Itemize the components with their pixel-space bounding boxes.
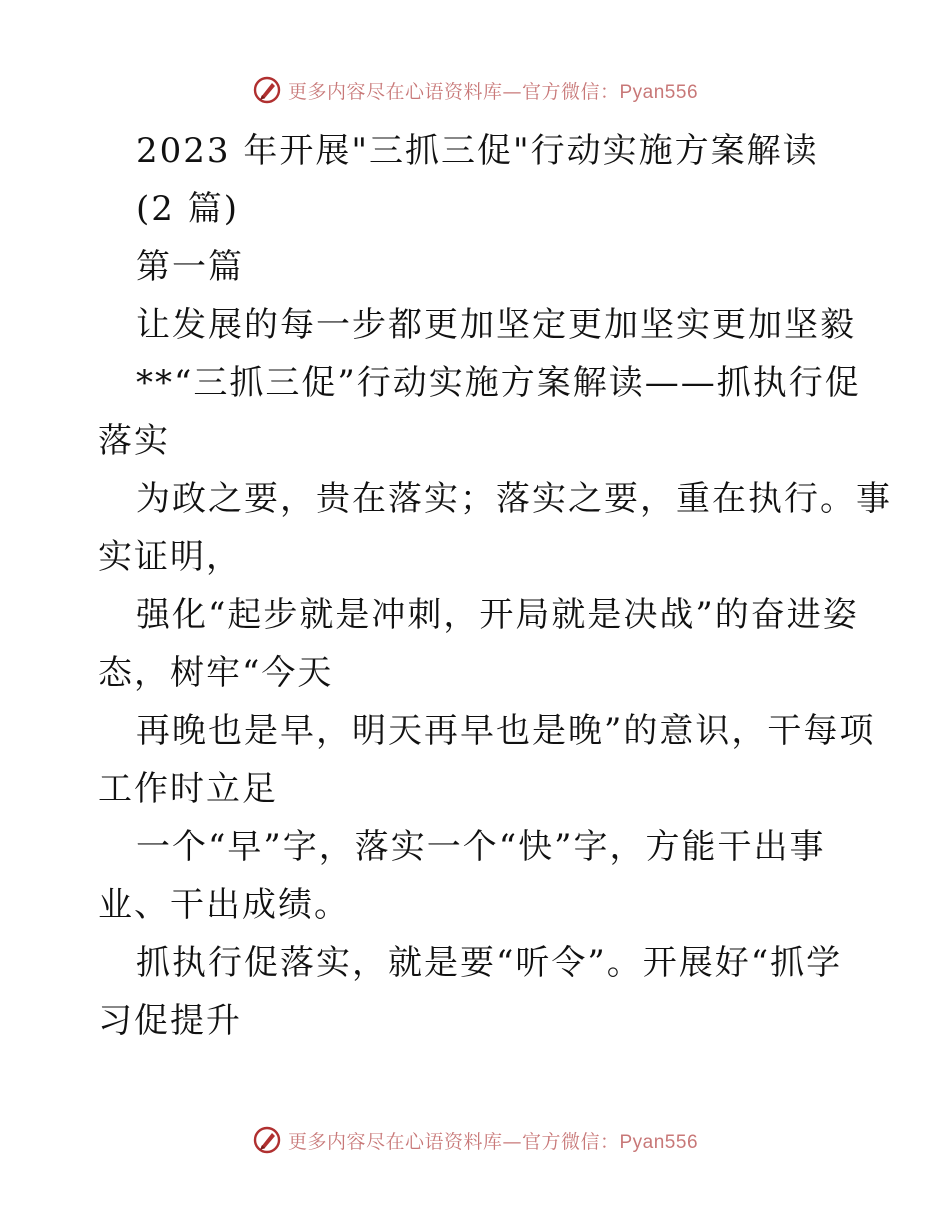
pen-logo-icon — [252, 75, 282, 105]
section-heading: 第一篇 — [136, 247, 244, 287]
header-watermark — [0, 72, 950, 108]
watermark-group — [252, 75, 698, 105]
watermark-group — [252, 1125, 698, 1155]
paragraph-line: 态，树牢“今天 — [98, 653, 334, 693]
pen-logo-icon — [252, 1125, 282, 1155]
paragraph-line: 强化“起步就是冲刺，开局就是决战”的奋进姿 — [136, 595, 859, 635]
paragraph-line: 再晚也是早，明天再早也是晚”的意识，干每项 — [136, 711, 876, 751]
footer-watermark — [0, 1122, 950, 1158]
article-title: 让发展的每一步都更加坚定更加坚实更加坚毅 — [136, 305, 856, 345]
article-subtitle-line-1: **“三抓三促”行动实施方案解读——抓执行促 — [136, 363, 861, 403]
paragraph-line: 工作时立足 — [98, 769, 278, 809]
paragraph-line: 一个“早”字，落实一个“快”字，方能干出事 — [136, 827, 826, 867]
document-title-line-2: (2 篇) — [136, 189, 239, 229]
paragraph-line: 抓执行促落实，就是要“听令”。开展好“抓学 — [136, 943, 843, 983]
paragraph-line: 为政之要，贵在落实；落实之要，重在执行。事 — [136, 479, 892, 519]
watermark-text: 更多内容尽在心语资料库—官方微信：Pyan556 — [287, 80, 699, 103]
document-title-line-1: 2023 年开展"三抓三促"行动实施方案解读 — [136, 131, 819, 171]
watermark-text: 更多内容尽在心语资料库—官方微信：Pyan556 — [287, 1130, 699, 1153]
paragraph-line: 实证明， — [98, 537, 242, 577]
paragraph-line: 习促提升 — [98, 1001, 242, 1041]
paragraph-line: 业、干出成绩。 — [98, 885, 350, 925]
document-body — [98, 122, 892, 1050]
article-subtitle-line-2: 落实 — [98, 421, 170, 461]
